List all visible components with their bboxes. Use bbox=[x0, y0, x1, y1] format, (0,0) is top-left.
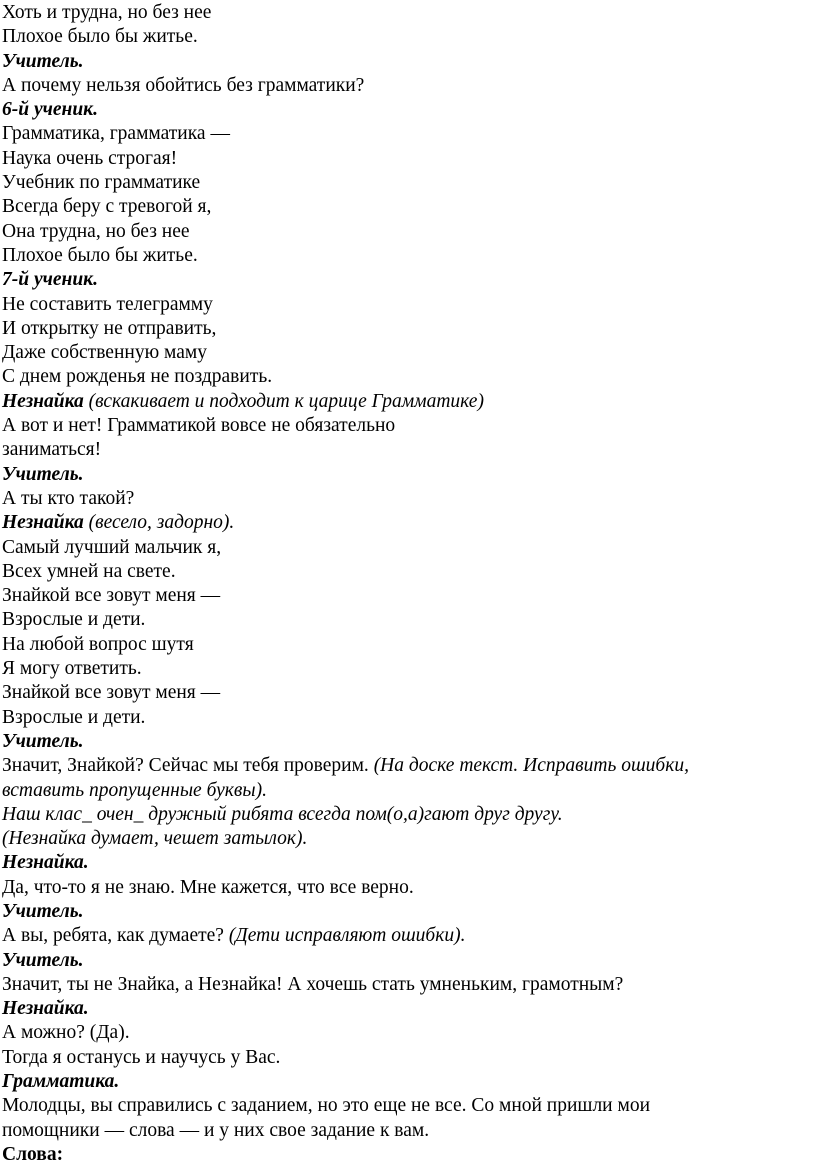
speaker-label: Учитель. bbox=[2, 463, 84, 485]
dialogue-line: Не составить телеграмму bbox=[2, 293, 213, 315]
speaker-label: Незнайка bbox=[2, 512, 84, 534]
dialogue-line: Плохое было бы житье. bbox=[2, 244, 198, 266]
stage-direction: (вскакивает и подходит к царице Грамматике) bbox=[83, 390, 484, 412]
dialogue-line: А вот и нет! Грамматикой вовсе не обязательно bbox=[2, 415, 396, 437]
dialogue-line: помощники — слова — и у них свое задание к вам. bbox=[2, 1119, 430, 1141]
stage-direction: (Дети исправляют ошибки). bbox=[228, 925, 466, 947]
dialogue-line: Я могу ответить. bbox=[2, 658, 142, 680]
speaker-label: Незнайка bbox=[2, 390, 84, 412]
dialogue-line: С днем рожденья не поздравить. bbox=[2, 366, 273, 388]
dialogue-line: Всегда беру с тревогой я, bbox=[2, 196, 212, 218]
stage-direction: (весело, задорно). bbox=[83, 512, 235, 534]
dialogue-line: Хоть и трудна, но без нее bbox=[2, 2, 212, 23]
dialogue-line: Наука очень строгая! bbox=[2, 147, 178, 169]
dialogue-with-direction bbox=[2, 924, 814, 948]
dialogue-line: Даже собственную маму bbox=[2, 342, 207, 364]
stage-direction: Наш клас_ очен_ дружный рибята всегда пом(о,а)гают друг другу. bbox=[2, 803, 563, 825]
dialogue-line: Плохое было бы житье. bbox=[2, 26, 198, 48]
speaker-label: Незнайка. bbox=[2, 852, 89, 874]
speaker-label: Учитель. bbox=[2, 949, 84, 971]
dialogue-line: А ты кто такой? bbox=[2, 487, 135, 509]
dialogue-line: Знайкой все зовут меня — bbox=[2, 585, 221, 607]
dialogue-line: На любой вопрос шутя bbox=[2, 633, 194, 655]
dialogue-line: заниматься! bbox=[2, 439, 102, 461]
dialogue-line: Молодцы, вы справились с заданием, но это еще не все. Со мной пришли мои bbox=[2, 1095, 651, 1117]
dialogue-line: Всех умней на свете. bbox=[2, 560, 176, 582]
dialogue-line: Грамматика, грамматика — bbox=[2, 123, 230, 145]
speaker-with-direction bbox=[2, 390, 814, 414]
dialogue-line: Тогда я останусь и научусь у Вас. bbox=[2, 1046, 281, 1068]
dialogue-line: И открытку не отправить, bbox=[2, 317, 217, 339]
dialogue-line: Взрослые и дети. bbox=[2, 706, 146, 728]
speaker-label: Учитель. bbox=[2, 900, 84, 922]
stage-direction: (Незнайка думает, чешет затылок). bbox=[2, 828, 308, 850]
dialogue-text: А вы, ребята, как думаете? bbox=[2, 925, 229, 947]
stage-direction: вставить пропущенные буквы). bbox=[2, 779, 267, 801]
speaker-label: Незнайка. bbox=[2, 998, 89, 1020]
dialogue-line: Значит, ты не Знайка, а Незнайка! А хочешь стать умненьким, грамотным? bbox=[2, 973, 624, 995]
dialogue-line: Знайкой все зовут меня — bbox=[2, 682, 221, 704]
speaker-with-direction bbox=[2, 511, 814, 535]
speaker-label: Грамматика. bbox=[2, 1071, 120, 1093]
dialogue-line: Взрослые и дети. bbox=[2, 609, 146, 631]
dialogue-text: Значит, Знайкой? Сейчас мы тебя проверим. bbox=[2, 755, 374, 777]
speaker-label: 7-й ученик. bbox=[2, 269, 98, 291]
dialogue-line: Да, что-то я не знаю. Мне кажется, что все верно. bbox=[2, 876, 414, 898]
dialogue-line: А можно? (Да). bbox=[2, 1022, 130, 1044]
stage-direction: (На доске текст. Исправить ошибки, bbox=[373, 755, 689, 777]
document-page bbox=[2, 1, 814, 1167]
speaker-label: Учитель. bbox=[2, 730, 84, 752]
dialogue-line: А почему нельзя обойтись без грамматики? bbox=[2, 74, 365, 96]
speaker-label: Учитель. bbox=[2, 50, 84, 72]
dialogue-line: Учебник по грамматике bbox=[2, 172, 201, 194]
speaker-label: 6-й ученик. bbox=[2, 99, 98, 121]
dialogue-line: Самый лучший мальчик я, bbox=[2, 536, 222, 558]
dialogue-line: Она трудна, но без нее bbox=[2, 220, 190, 242]
dialogue-with-direction bbox=[2, 754, 814, 778]
section-heading: Слова: bbox=[2, 1143, 64, 1165]
